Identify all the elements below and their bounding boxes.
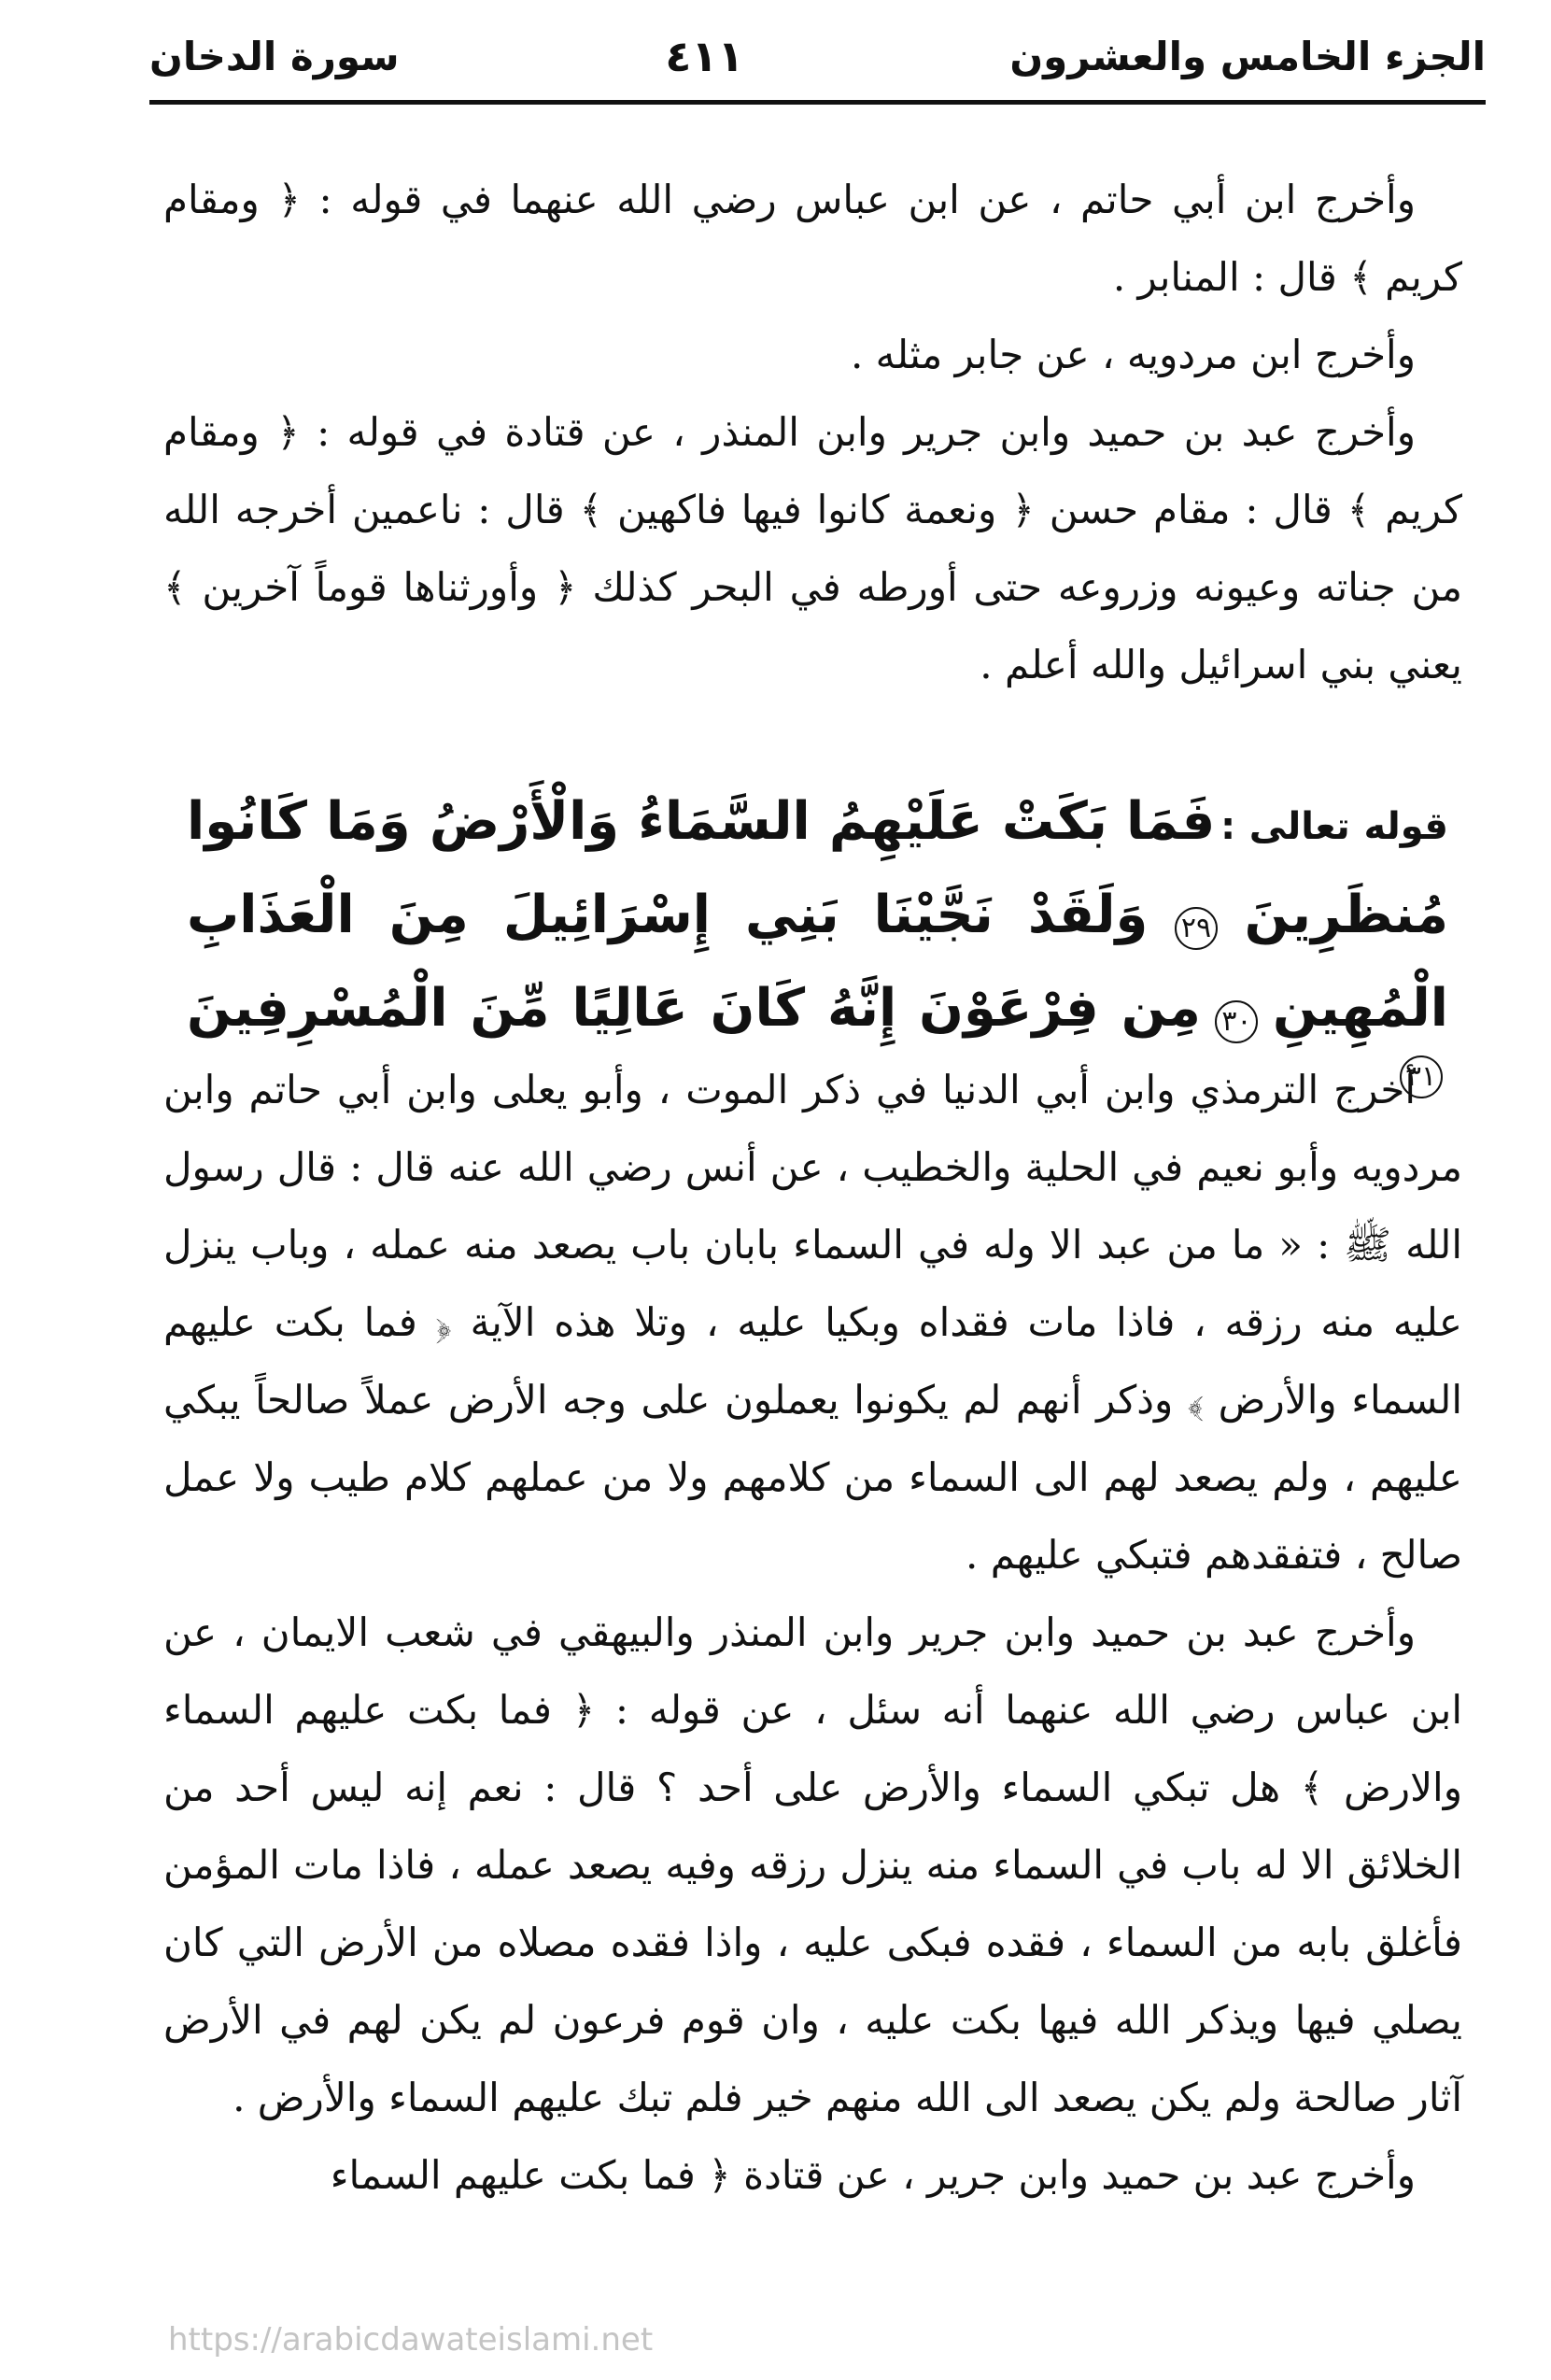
ayah-number-marker: ٣١: [1400, 1055, 1443, 1098]
watermark-url: https://arabicdawateislami.net: [168, 2321, 654, 2359]
part-title: الجزء الخامس والعشرون: [1009, 33, 1486, 79]
quran-verse-heading: [187, 775, 1449, 1093]
paragraph: وأخرج عبد بن حميد وابن جرير ، عن قتادة ﴿ فما بكت عليهم السماء: [330, 2152, 1416, 2198]
page-number: ٤١١: [665, 31, 744, 81]
running-header: [149, 19, 1486, 93]
verse-text-line-2: وَلَقَدْ نَجَّيْنَا بَنِي إِسْرَائِيلَ مِنَ الْعَذَابِ الْمُهِينِ: [187, 885, 1448, 1039]
verse-text-line-1: فَمَا بَكَتْ عَلَيْهِمُ السَّمَاءُ وَالْأَرْضُ وَمَا كَانُوا مُنظَرِينَ: [187, 791, 1448, 945]
paragraph: أخرج الترمذي وابن أبي الدنيا في ذكر الموت ، وأبو يعلى وابن أبي حاتم وابن مردويه وأبو نعيم في الحلية والخطيب ، عن أنس رضي الله عنه قال : قال رسول الله ﷺ : « ما من عبد الا وله في السماء بابان باب يصعد منه عمله ، وباب ينزل عليه منه رزقه ، فاذا مات فقداه وبكيا عليه ، وتلا هذه الآية ﴿ فما بكت عليهم السماء والأرض ﴾ وذكر أنهم لم يكونوا يعملون على وجه الأرض عملاً صالحاً يبكي عليهم ، ولم يصعد لهم الى السماء من كلامهم ولا من عملهم كلام طيب ولا عمل صالح ، فتفقدهم فتبكي عليهم .: [163, 1067, 1462, 1578]
header-divider: [149, 100, 1486, 105]
paragraph: وأخرج عبد بن حميد وابن جرير وابن المنذر والبيهقي في شعب الايمان ، عن ابن عباس رضي الله عنهما أنه سئل ، عن قوله : ﴿ فما بكت عليهم السماء والارض ﴾ هل تبكي السماء والأرض على أحد ؟ قال : نعم إنه ليس أحد من الخلائق الا له باب في السماء منه ينزل رزقه وفيه يصعد عمله ، فاذا مات المؤمن فأغلق بابه من السماء ، فقده فبكى عليه ، واذا فقده مصلاه من الأرض التي كان يصلي فيها ويذكر الله فيها بكت عليه ، وان قوم فرعون لم يكن لهم في الأرض آثار صالحة ولم يكن يصعد الى الله منهم خير فلم تبك عليهم السماء والأرض .: [163, 1609, 1462, 2120]
text-block-bottom: [163, 1051, 1462, 2214]
ayah-number-marker: ٢٩: [1175, 907, 1218, 950]
verse-intro: قوله تعالى :: [1220, 805, 1449, 848]
paragraph: وأخرج ابن مردويه ، عن جابر مثله .: [850, 332, 1416, 377]
verse-text-line-3: مِن فِرْعَوْنَ إِنَّهُ كَانَ عَالِيًا مِّنَ الْمُسْرِفِينَ: [187, 978, 1201, 1039]
ayah-number-marker: ٣٠: [1215, 1000, 1258, 1043]
paragraph: وأخرج ابن أبي حاتم ، عن ابن عباس رضي الله عنهما في قوله : ﴿ ومقام كريم ﴾ قال : المنابر .: [163, 177, 1462, 300]
surah-title: سورة الدخان: [149, 33, 400, 79]
paragraph: وأخرج عبد بن حميد وابن جرير وابن المنذر ، عن قتادة في قوله : ﴿ ومقام كريم ﴾ قال : مقام حسن ﴿ ونعمة كانوا فيها فاكهين ﴾ قال : ناعمين أخرجه الله من جناته وعيونه وزروعه حتى أورطه في البحر كذلك ﴿ وأورثناها قوماً آخرين ﴾ يعني بني اسرائيل والله أعلم .: [163, 409, 1462, 687]
text-block-top: [163, 161, 1462, 703]
